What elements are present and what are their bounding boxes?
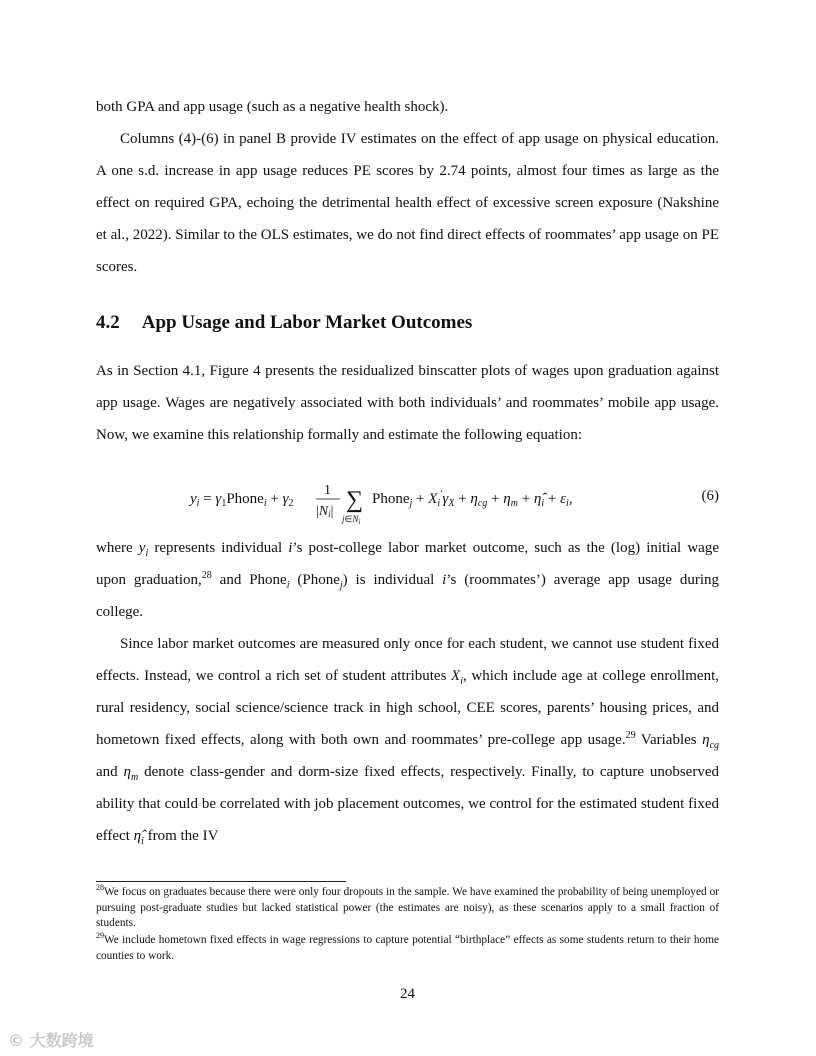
equation-body — [190, 478, 610, 526]
equation-number: (6) — [701, 488, 719, 504]
footnote-text: We include hometown fixed effects in wage regressions to capture potential “birthplace” effects as some students return to their home counties to work. — [96, 934, 719, 962]
svg-text:1: 1 — [324, 483, 331, 498]
svg-text:Phonej + Xi′γX + ηcg + ηm + η̂: Phone$_j$ + $X_i'\gamma_X + \eta_{cg} + \eta_m$ + $\etâ_i + \varepsilon_i$, — [372, 489, 573, 509]
watermark-logo — [8, 1028, 94, 1051]
paragraph-binscatter — [96, 355, 719, 451]
paragraph-controls: Since labor market outcomes are measured only once for each student, we cannot use student fixed effects. Instead, we control a rich set of student attributes $X_i$, which include age at college enrollment, rural residency, social science/science track in high school, CEE scores, parents’ housing prices, and hometown fixed effects, along with both own and roommates’ pre-college app usage.$^{29}$ Variables $\eta_{cg}$ and $\eta_m$ denote class-gender and dorm-size fixed effects, respectively. Finally, to capture unobserved ability that could be correlated with job placement outcomes, we control for the estimated student fixed effect $\etâ_i$ from the IV — [96, 636, 720, 847]
footnote-29 — [96, 933, 719, 964]
svg-text:j∈Ni: $j\in N_i$ — [342, 514, 361, 526]
text-fragment: ’s post-college labor market outcome, such as the (log) initial wage upon graduation, — [96, 540, 719, 588]
section-title: App Usage and Labor Market Outcomes — [141, 312, 473, 333]
text-fragment: from the IV — [143, 828, 219, 844]
footnote-28 — [96, 885, 719, 932]
paragraph-text: both GPA and app usage (such as a negative health shock). — [96, 99, 449, 115]
svg-text:|Ni|: |Ni| — [316, 504, 334, 519]
text-fragment: Since labor market outcomes are measured only once for each student, we cannot use student fixed effects. Instead, we control a rich set of student attributes — [96, 636, 719, 684]
section-number: 4.2 — [96, 312, 120, 333]
footnote-mark: 28 — [96, 883, 104, 893]
svg-text:∑: ∑ — [346, 487, 364, 513]
footnote-ref-28[interactable]: 28 — [201, 570, 212, 581]
text-fragment: , which include age at college enrollment, rural residency, social science/science track in high school, CEE scores, parents’ housing prices, and hometown fixed effects, along with both own and roommates’ pre-college app usage. — [96, 668, 719, 748]
paragraph-iv-estimates — [96, 123, 719, 283]
section-heading — [96, 312, 472, 334]
text-fragment: ’s (roommates’) average app usage during college. — [96, 572, 719, 620]
paragraph-text: As in Section 4.1, Figure 4 presents the residualized binscatter plots of wages upon graduation against app usage. Wages are negatively associated with both individuals’ and roommates’ mobile app usage. Now, we examine this relationship formally and estimate the following equation: — [96, 363, 719, 443]
paragraph-continuation — [96, 91, 719, 123]
text-fragment: ) is individual — [342, 572, 443, 588]
equation-formula — [190, 478, 610, 526]
svg-text:yi = γ1Phonei + γ2: $y_i$ = $\gamma_1Phone_i + \gamma_2$ — [190, 491, 294, 509]
footnote-ref-29[interactable]: 29 — [625, 730, 636, 741]
footnote-text: We focus on graduates because there were only four dropouts in the sample. We have examined the probability of being unemployed or pursuing post-graduate studies but lacked statistical power (the estimates are noisy), as these scenarios apply to a small fraction of students. — [96, 886, 719, 929]
text-fragment: represents individual — [148, 540, 289, 556]
paragraph-equation-definitions: where $y_i$ represents individual i’s post-college labor market outcome, such as the (log) initial wage upon graduation,$^{28}$ and Phone$_i$ (Phone$_j$) is individual i’s (roommates’) average app usage during college. — [96, 540, 719, 620]
text-fragment: where — [96, 540, 139, 556]
footnote-mark: 29 — [96, 931, 104, 941]
equation-6 — [96, 478, 719, 526]
text-fragment: and — [96, 764, 124, 780]
page-number: 24 — [400, 986, 415, 1002]
watermark-text: 大数跨境 — [29, 1031, 94, 1050]
text-fragment: Variables — [635, 732, 703, 748]
text-fragment: denote class-gender and dorm-size fixed effects, respectively. Finally, to capture unobserved ability that could be correlated with job placement outcomes, we control for the estimated student fixed effect — [96, 764, 719, 844]
footnote-divider — [96, 881, 346, 882]
text-fragment: and Phone — [211, 572, 287, 588]
text-fragment: (Phone — [289, 572, 340, 588]
watermark-icon: © — [8, 1031, 24, 1050]
paragraph-text: Columns (4)-(6) in panel B provide IV estimates on the effect of app usage on physical education. A one s.d. increase in app usage reduces PE scores by 2.74 points, almost four times as large as the effect on required GPA, echoing the detrimental health effect of excessive screen exposure (Nakshine et al., 2022). Similar to the OLS estimates, we do not find direct effects of roommates’ app usage on PE scores. — [96, 131, 719, 275]
